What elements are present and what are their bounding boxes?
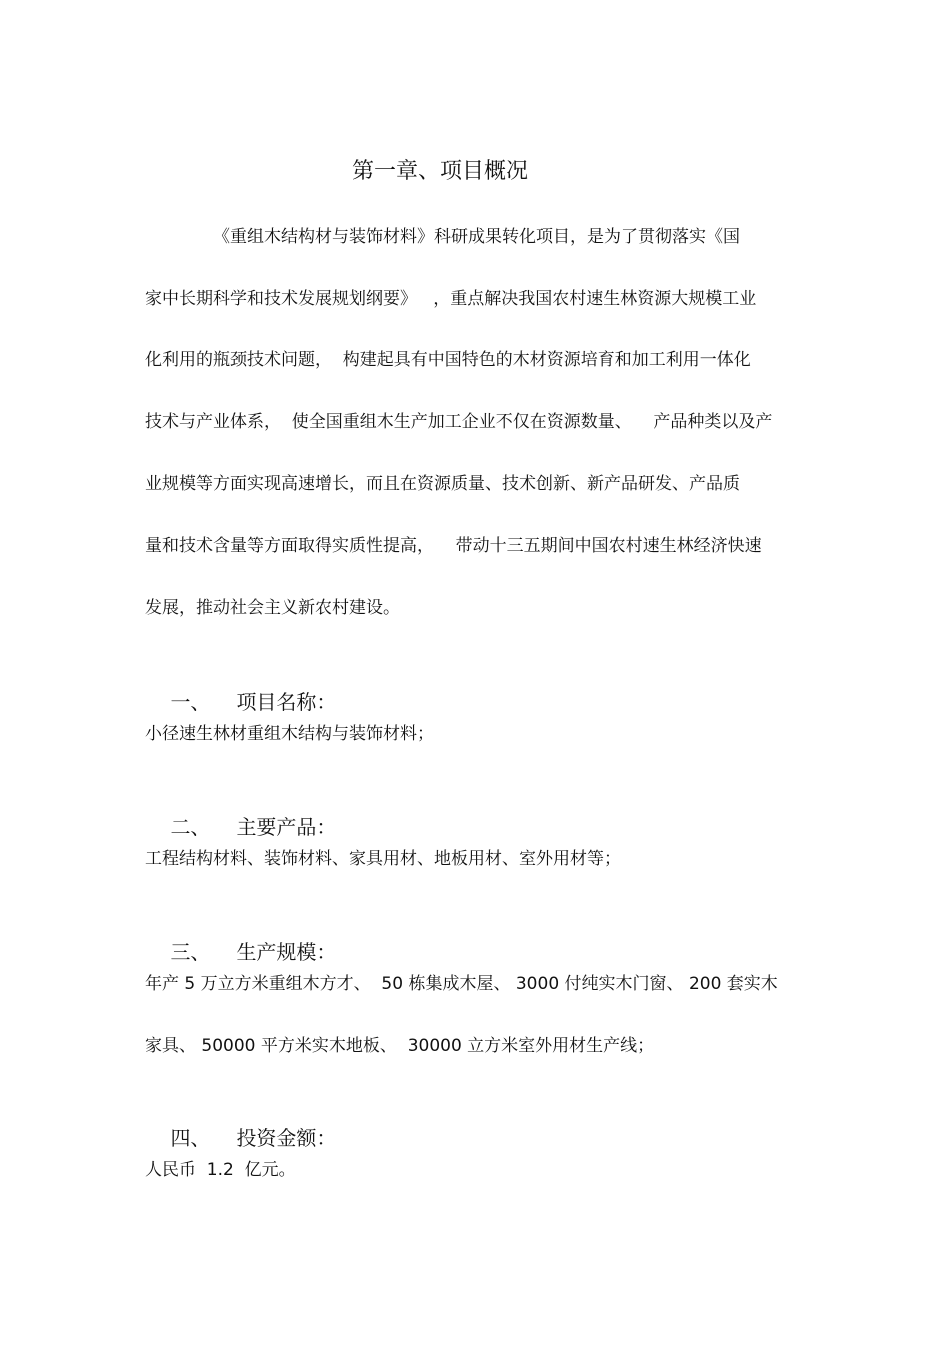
intro-line-6: 量和技术含量等方面取得实质性提高， 带动十三五期间中国农村速生林经济快速 xyxy=(145,536,762,556)
section-title: 生产规模： xyxy=(236,940,337,964)
intro-line-1: 《重组木结构材与装饰材料》科研成果转化项目，是为了贯彻落实《国 xyxy=(213,227,740,247)
section-3-line-1: 年产 5 万立方米重组木方才、 50 栋集成木屋、 3000 付纯实木门窗、 200 套实木 xyxy=(145,974,778,994)
section-number: 二、 xyxy=(170,815,211,839)
intro-line-5: 业规模等方面实现高速增长，而且在资源质量、技术创新、新产品研发、产品质 xyxy=(145,474,740,494)
section-1-line-1: 小径速生林材重组木结构与装饰材料； xyxy=(145,724,434,744)
section-title: 投资金额： xyxy=(236,1126,337,1150)
intro-line-3: 化利用的瓶颈技术问题， 构建起具有中国特色的木材资源培育和加工利用一体化 xyxy=(145,350,751,370)
intro-line-7: 发展，推动社会主义新农村建设。 xyxy=(145,598,400,618)
section-4-line-1: 人民币 1.2 亿元。 xyxy=(145,1160,296,1180)
section-3-line-2: 家具、 50000 平方米实木地板、 30000 立方米室外用材生产线； xyxy=(145,1036,655,1056)
section-number: 一、 xyxy=(170,690,211,714)
intro-line-4: 技术与产业体系， 使全国重组木生产加工企业不仅在资源数量、 产品种类以及产 xyxy=(145,412,773,432)
intro-line-2: 家中长期科学和技术发展规划纲要》 ，重点解决我国农村速生林资源大规模工业 xyxy=(145,289,757,309)
chapter-title: 第一章、项目概况 xyxy=(351,159,528,184)
section-number: 四、 xyxy=(170,1126,211,1150)
section-2-line-1: 工程结构材料、装饰材料、家具用材、地板用材、室外用材等； xyxy=(145,849,621,869)
section-number: 三、 xyxy=(170,940,211,964)
section-title: 主要产品： xyxy=(236,815,337,839)
section-title: 项目名称： xyxy=(236,690,337,714)
